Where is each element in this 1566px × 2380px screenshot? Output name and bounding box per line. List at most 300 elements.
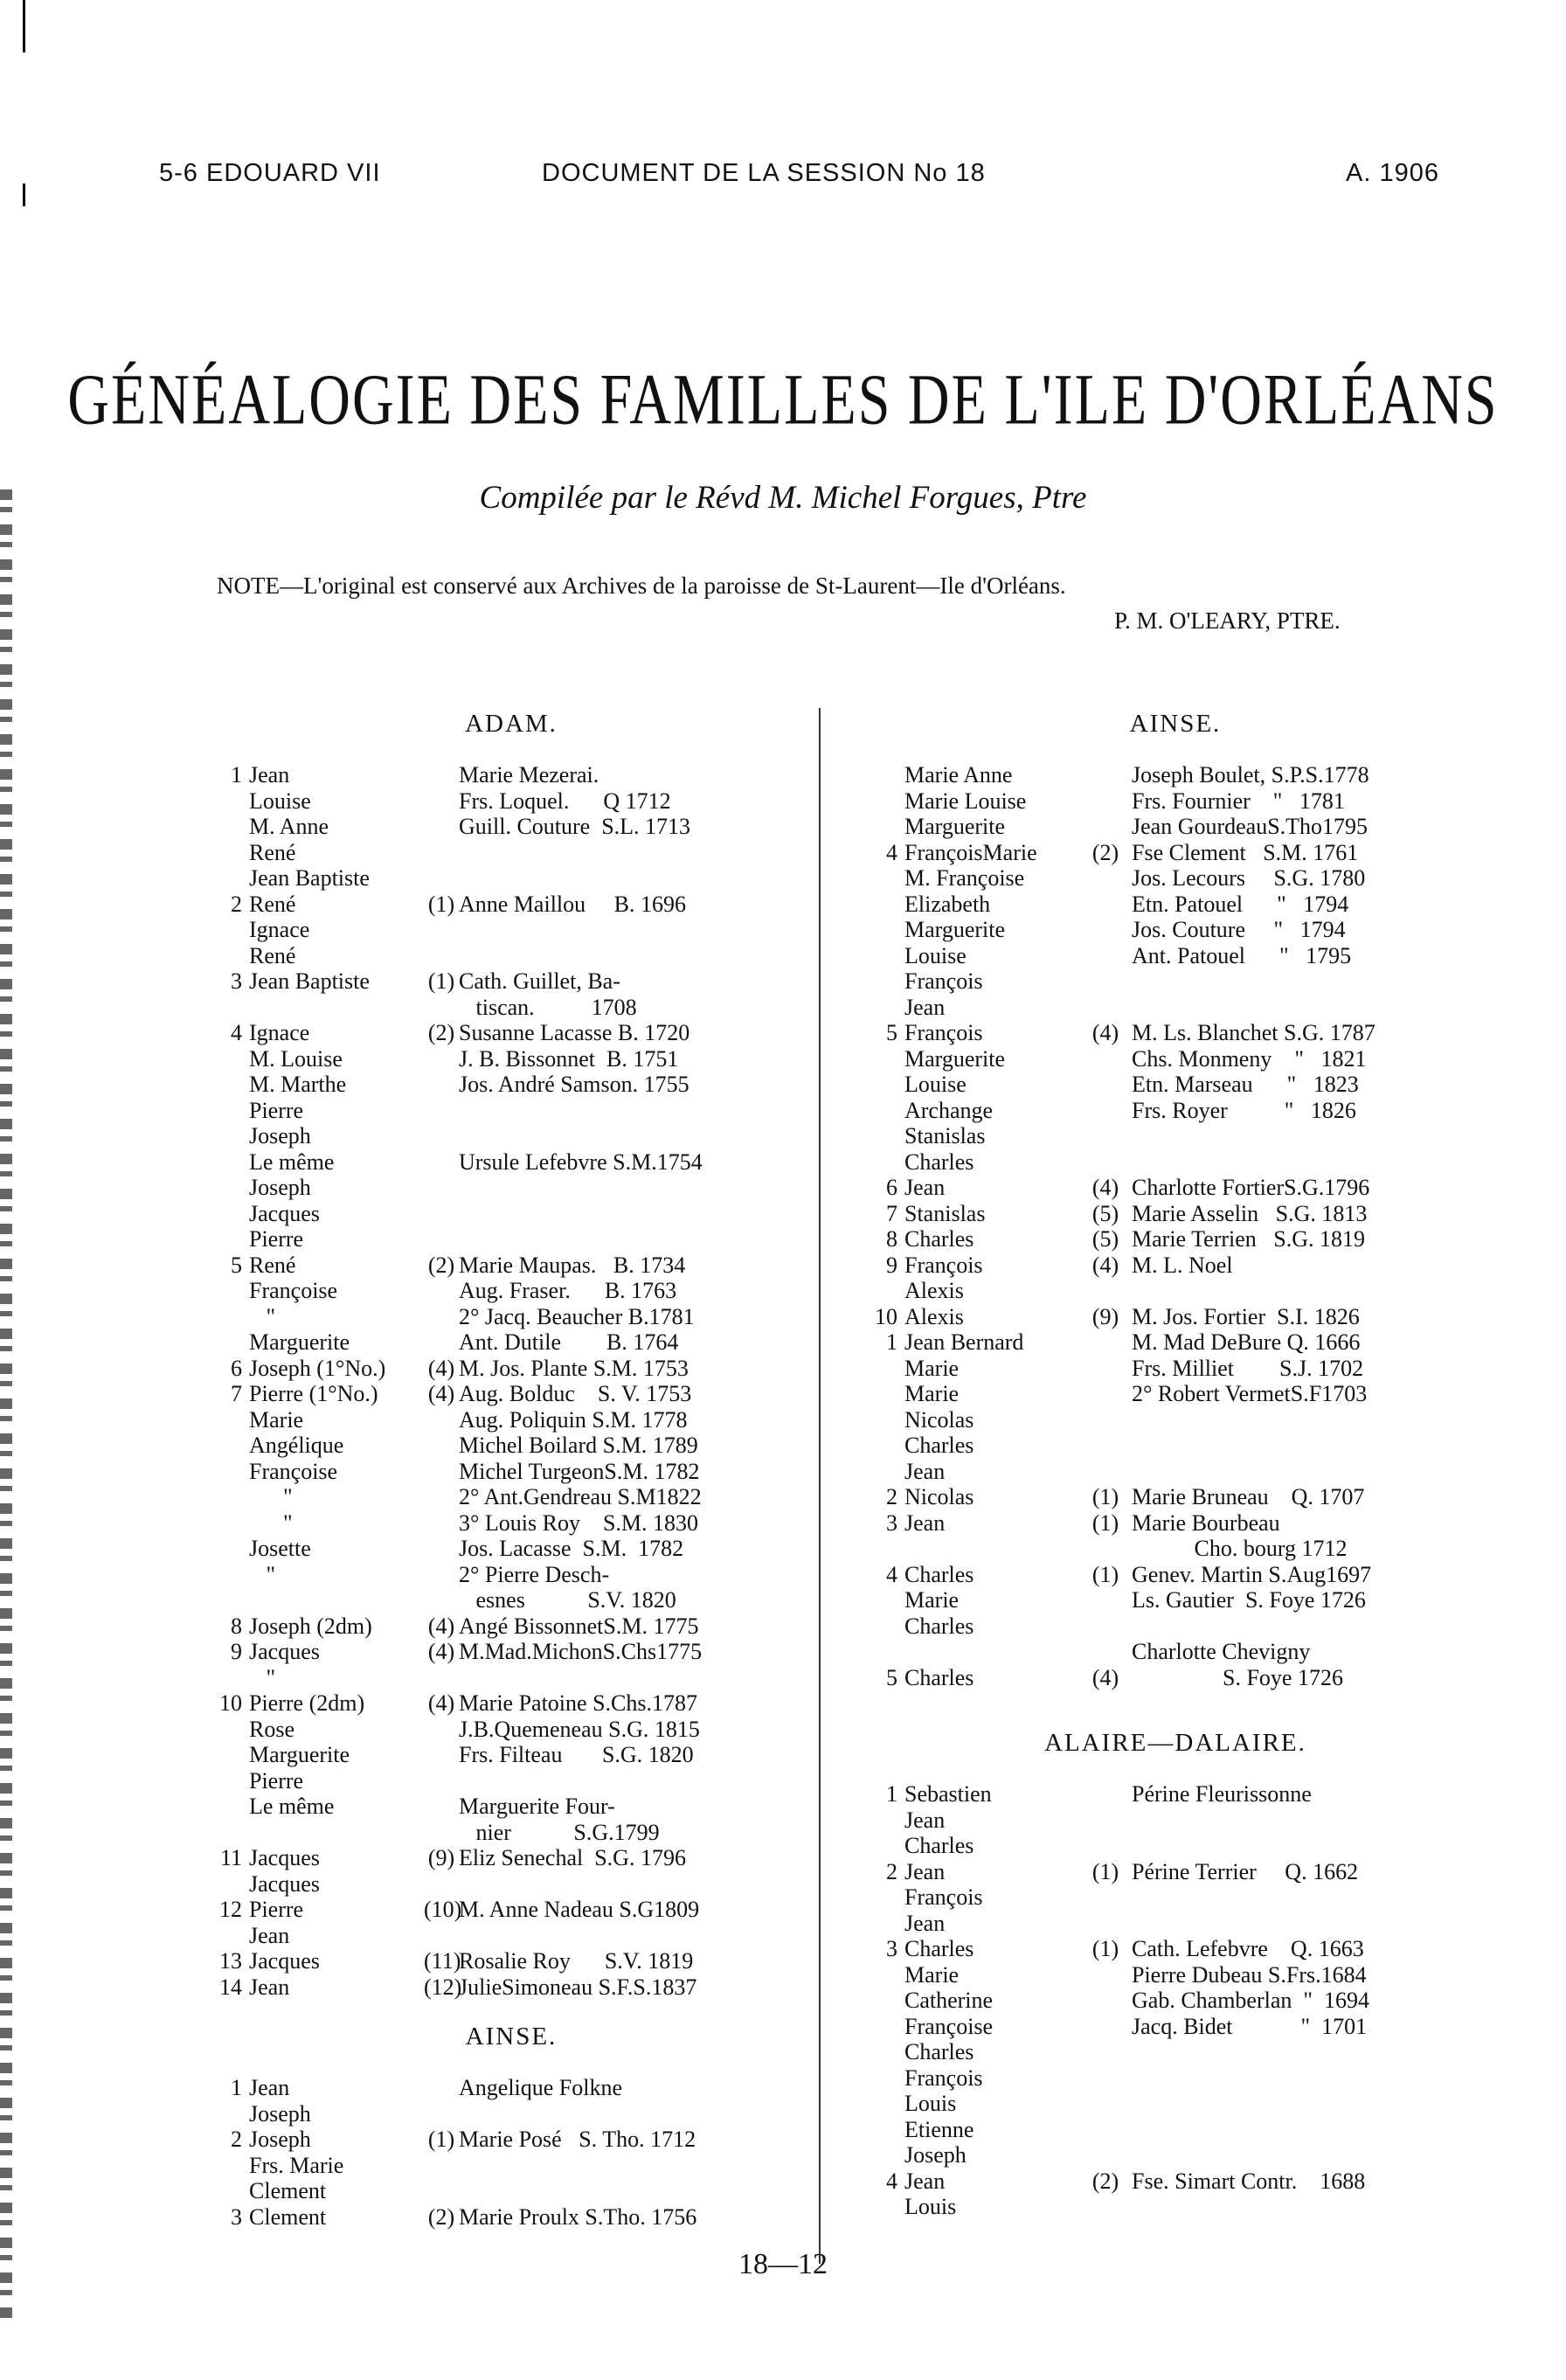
entry-ref — [424, 1123, 459, 1149]
header-center: DOCUMENT DE LA SESSION No 18 — [542, 159, 986, 187]
entry-ref — [1079, 995, 1132, 1021]
entry-spouse: Ls. Gautier S. Foye 1726 — [1132, 1587, 1366, 1613]
entry-name: Jean Bernard — [904, 1329, 1024, 1355]
entry-ref: (5) — [1091, 1226, 1119, 1252]
entry-number: 8 — [886, 1226, 897, 1252]
entry-spouse — [1132, 1808, 1481, 1834]
entry-row — [214, 1587, 808, 1613]
entry-number: 2 — [231, 891, 242, 917]
entry-ref — [1079, 968, 1132, 995]
entry-spouse: Rosalie Roy S.V. 1819 — [459, 1948, 694, 1974]
entry-spouse — [1132, 995, 1481, 1021]
entry-row — [214, 1665, 808, 1691]
entry-number: 5 — [886, 1664, 897, 1690]
entry-number — [870, 1613, 904, 1640]
entry-spouse — [1132, 968, 1481, 995]
entry-ref — [1079, 2142, 1132, 2168]
entry-spouse — [1132, 1833, 1481, 1859]
entry-number — [870, 943, 904, 969]
entry-name: Marie — [904, 1355, 960, 1381]
entry-number — [870, 2014, 904, 2040]
entry-spouse: Ant. Patouel " 1795 — [1132, 942, 1352, 968]
entry-spouse: M. Mad DeBure Q. 1666 — [1132, 1329, 1361, 1355]
entry-row — [214, 1717, 808, 1743]
entry-row — [870, 1587, 1481, 1613]
entry-spouse: Marie Maupas. B. 1734 — [459, 1252, 686, 1278]
entry-row — [214, 1562, 808, 1588]
entry-name: M. Louise — [249, 1045, 343, 1072]
entry-number: 2 — [231, 2127, 242, 2152]
entry-row — [870, 1988, 1481, 2014]
entry-ref — [424, 762, 459, 788]
entry-spouse — [459, 1871, 808, 1898]
entry-number: 10 — [875, 1303, 897, 1329]
entry-row — [214, 1433, 808, 1459]
entry-row — [214, 1123, 808, 1149]
entry-name: Sebastien — [904, 1781, 992, 1807]
entry-ref — [1079, 1988, 1132, 2014]
entry-spouse — [1132, 1407, 1481, 1433]
entry-number — [214, 995, 249, 1021]
entry-ref — [424, 1717, 459, 1743]
entry-ref — [424, 1510, 459, 1537]
page-title: GÉNÉALOGIE DES FAMILLES DE L'ILE D'ORLÉANS — [67, 359, 1499, 440]
entry-spouse: Marie Asselin S.G. 1813 — [1132, 1200, 1368, 1226]
entry-row — [870, 2194, 1481, 2220]
entry-spouse: Aug. Fraser. B. 1763 — [459, 1278, 677, 1303]
entry-row — [870, 1149, 1481, 1176]
entry-name: Pierre (1°No.) — [249, 1381, 378, 1406]
entry-number — [214, 2153, 249, 2179]
entry-number — [870, 1911, 904, 1937]
entry-number: 13 — [219, 1948, 242, 1974]
entry-number — [214, 1510, 249, 1537]
entry-name: " — [249, 1561, 276, 1587]
entry-spouse: Marie Patoine S.Chs.1787 — [459, 1690, 697, 1716]
entry-ref — [424, 1226, 459, 1252]
entry-name: Joseph — [249, 1175, 311, 1200]
right-column — [870, 706, 1481, 2220]
entry-ref — [1079, 1833, 1132, 1859]
entry-number — [870, 1356, 904, 1382]
entry-number: 8 — [231, 1613, 242, 1639]
section-title: ADAM. — [465, 710, 558, 738]
entry-number — [214, 943, 249, 969]
entry-spouse: M. L. Noel — [1132, 1252, 1233, 1278]
entry-number — [870, 1149, 904, 1176]
entry-ref: (5) — [1091, 1200, 1119, 1226]
entry-ref — [424, 2101, 459, 2127]
entry-spouse: Eliz Senechal S.G. 1796 — [459, 1845, 686, 1870]
entry-number: 7 — [231, 1381, 242, 1406]
entry-row — [214, 2075, 808, 2101]
entry-number — [214, 1201, 249, 1227]
entry-spouse: Marguerite Four- — [459, 1794, 615, 1819]
entry-name: Nicolas — [904, 1406, 974, 1433]
entry-name: Charles — [904, 1613, 974, 1639]
entry-name: Marie Anne — [904, 762, 1013, 788]
entry-number — [214, 1587, 249, 1613]
entry-number — [214, 1098, 249, 1124]
entry-ref — [424, 1665, 459, 1691]
entry-spouse: J. B. Bissonnet B. 1751 — [459, 1045, 679, 1072]
entry-row — [870, 1884, 1481, 1911]
entry-ref — [424, 943, 459, 969]
entry-row — [214, 1381, 808, 1407]
entry-spouse — [459, 2101, 808, 2127]
entry-ref — [1079, 1407, 1132, 1433]
entry-name: Jean — [904, 1807, 946, 1833]
entry-name: Jean — [249, 1974, 290, 2000]
entry-number: 9 — [231, 1639, 242, 1664]
entry-ref — [1079, 1639, 1132, 1665]
entry-ref — [424, 1484, 459, 1510]
entry-number — [214, 788, 249, 815]
entry-row — [214, 1923, 808, 1949]
entry-row — [214, 1226, 808, 1252]
entry-ref — [1079, 1884, 1132, 1911]
entry-name: Charles — [904, 2039, 974, 2064]
entry-number — [214, 1123, 249, 1149]
entry-spouse — [1132, 2194, 1481, 2220]
entry-name: Jean — [904, 1458, 946, 1484]
entry-name: Elizabeth — [904, 891, 991, 917]
entry-name: Pierre (2dm) — [249, 1690, 365, 1716]
entry-spouse: M. Jos. Plante S.M. 1753 — [459, 1355, 689, 1381]
entry-spouse — [1132, 1433, 1481, 1459]
entry-spouse — [1132, 1149, 1481, 1176]
entry-spouse: Frs. Fournier " 1781 — [1132, 788, 1345, 814]
entry-number: 1 — [886, 1781, 897, 1807]
entry-row — [214, 1175, 808, 1201]
entry-ref — [424, 1433, 459, 1459]
entry-ref: (12) — [424, 1974, 462, 2000]
entry-ref: (4) — [1091, 1020, 1119, 1045]
entry-ref: (1) — [1091, 1561, 1119, 1587]
entry-spouse: Marie Posé S. Tho. 1712 — [459, 2127, 696, 2152]
entry-name: Charles — [904, 1936, 974, 1961]
entry-row — [870, 865, 1481, 892]
entry-number — [214, 1072, 249, 1098]
entry-name: M. Marthe — [249, 1072, 347, 1097]
entry-ref — [424, 1820, 459, 1846]
entry-number — [870, 995, 904, 1021]
note: NOTE—L'original est conservé aux Archives de la paroisse de St-Laurent—Ile d'Orléans. — [217, 572, 1066, 599]
entry-spouse — [459, 2178, 808, 2204]
entry-spouse: Cath. Guillet, Ba- — [459, 968, 620, 994]
entry-number — [870, 1407, 904, 1433]
entry-number — [870, 788, 904, 815]
entry-ref — [1079, 892, 1132, 918]
entry-row — [870, 1962, 1481, 1988]
entry-number — [870, 1808, 904, 1834]
entry-name — [249, 1587, 424, 1613]
entry-row — [214, 1690, 808, 1717]
entry-number: 1 — [231, 2075, 242, 2100]
entry-ref: (4) — [427, 1613, 455, 1639]
entry-ref — [1079, 2117, 1132, 2143]
entry-ref — [1079, 1808, 1132, 1834]
entry-spouse — [459, 943, 808, 969]
entry-number — [214, 1175, 249, 1201]
entry-number — [214, 2101, 249, 2127]
entry-number — [214, 1407, 249, 1433]
entry-row — [870, 2142, 1481, 2168]
entry-ref: (1) — [1091, 1936, 1119, 1961]
entry-row — [870, 1072, 1481, 1098]
entry-spouse: Marie Proulx S.Tho. 1756 — [459, 2203, 697, 2230]
entry-ref: (2) — [1091, 2168, 1119, 2194]
entry-ref — [1079, 1911, 1132, 1937]
entry-name: Stanislas — [904, 1200, 986, 1226]
entry-number: 7 — [886, 1200, 897, 1226]
entry-spouse — [1132, 2091, 1481, 2117]
entry-row — [214, 1149, 808, 1176]
entry-row — [214, 1046, 808, 1072]
entry-spouse: M.Mad.MichonS.Chs1775 — [459, 1639, 703, 1664]
entry-number: 11 — [219, 1845, 242, 1870]
entry-spouse: Frs. Milliet S.J. 1702 — [1132, 1355, 1364, 1381]
entry-spouse: S. Foye 1726 — [1132, 1664, 1343, 1690]
entry-row — [870, 1123, 1481, 1149]
entry-number — [870, 865, 904, 892]
entry-spouse: Angelique Folkne — [459, 2075, 623, 2100]
header-right: A. 1906 — [1346, 159, 1439, 187]
entry-row — [214, 943, 808, 969]
entry-ref — [424, 1407, 459, 1433]
entry-spouse: nier S.G.1799 — [459, 1819, 660, 1845]
entry-name: Angélique — [249, 1433, 344, 1458]
entry-name: Jean — [904, 1175, 946, 1200]
entry-name: Ignace — [249, 1020, 310, 1045]
entry-name: M. Anne — [249, 814, 329, 839]
entry-name: Jean — [904, 1910, 946, 1936]
entry-spouse: Jos. Lacasse S.M. 1782 — [459, 1536, 684, 1561]
entry-ref — [424, 1304, 459, 1330]
entry-spouse: Marie Bruneau Q. 1707 — [1132, 1484, 1365, 1509]
entry-spouse: Cho. bourg 1712 — [1132, 1536, 1348, 1561]
entry-ref: (1) — [427, 968, 455, 994]
compiler-line: Compilée par le Révd M. Michel Forgues, Ptre — [479, 480, 1087, 516]
entry-name: Marguerite — [249, 1329, 350, 1355]
entry-ref — [424, 1794, 459, 1820]
entry-ref — [424, 917, 459, 943]
entry-number — [870, 1433, 904, 1459]
entry-spouse: Guill. Couture S.L. 1713 — [459, 814, 691, 839]
entry-name: Marie — [249, 1406, 304, 1433]
entry-row — [870, 1911, 1481, 1937]
entry-ref — [424, 1742, 459, 1768]
entry-name: Louise — [904, 942, 967, 968]
entry-name: Louise — [904, 1072, 967, 1097]
entry-row — [214, 865, 808, 892]
entry-spouse — [1132, 1459, 1481, 1485]
entry-ref: (1) — [1091, 1509, 1119, 1536]
entry-name: René — [249, 839, 296, 865]
section-title: AINSE. — [1129, 710, 1222, 738]
entry-row — [214, 2178, 808, 2204]
entry-number — [214, 1484, 249, 1510]
entry-name: Archange — [904, 1097, 994, 1123]
entry-spouse: 2° Robert VermetS.F1703 — [1132, 1381, 1368, 1406]
entry-name: Charles — [904, 1664, 974, 1690]
genealogy-list — [870, 762, 1481, 1690]
entry-row — [214, 788, 808, 815]
entry-ref — [424, 1562, 459, 1588]
entry-spouse: M. Anne Nadeau S.G1809 — [459, 1897, 700, 1922]
entry-ref — [424, 865, 459, 892]
entry-number — [214, 1768, 249, 1794]
entry-ref: (4) — [427, 1355, 455, 1381]
entry-name: Jacques — [249, 1870, 320, 1897]
entry-name — [249, 995, 424, 1021]
entry-row — [214, 2204, 808, 2231]
entry-ref: (10) — [424, 1897, 462, 1922]
entry-name — [249, 1820, 424, 1846]
entry-spouse: 2° Pierre Desch- — [459, 1561, 610, 1587]
entry-spouse: M. Jos. Fortier S.I. 1826 — [1132, 1303, 1360, 1329]
entry-number — [214, 1536, 249, 1562]
entry-ref: (9) — [427, 1845, 455, 1870]
entry-row — [214, 1304, 808, 1330]
entry-number — [214, 1046, 249, 1072]
entry-ref — [1079, 762, 1132, 788]
entry-name: Jacques — [249, 1845, 320, 1870]
entry-name: " — [249, 1484, 293, 1509]
entry-name: Louis — [904, 2091, 957, 2116]
entry-name: François — [904, 968, 983, 994]
entry-number — [214, 1717, 249, 1743]
entry-ref — [424, 1923, 459, 1949]
entry-ref — [1079, 1072, 1132, 1098]
entry-name: Marie — [904, 1381, 960, 1406]
entry-name: Jean — [249, 762, 290, 788]
entry-spouse: Michel Boilard S.M. 1789 — [459, 1433, 698, 1458]
entry-row — [870, 1433, 1481, 1459]
entry-name: Joseph (1°No.) — [249, 1355, 386, 1381]
entry-name: Charles — [904, 1226, 974, 1252]
entry-row — [214, 1278, 808, 1304]
entry-row — [214, 814, 808, 840]
entry-name: Joseph — [249, 1123, 311, 1148]
entry-name: Stanislas — [904, 1123, 986, 1148]
entry-name: M. Françoise — [904, 865, 1025, 891]
entry-number: 4 — [886, 2168, 897, 2194]
entry-ref — [1079, 2091, 1132, 2117]
entry-row — [870, 1356, 1481, 1382]
entry-name: Jean — [904, 994, 946, 1020]
page-number: 18—12 — [738, 2248, 828, 2280]
entry-number: 1 — [231, 762, 242, 788]
entry-name: Jean — [249, 2075, 290, 2100]
entry-name: Jean Baptiste — [249, 865, 370, 891]
entry-row — [214, 1329, 808, 1356]
entry-ref — [424, 1278, 459, 1304]
entry-spouse — [459, 1098, 808, 1124]
entry-number — [214, 2178, 249, 2204]
entry-name: Marie Louise — [904, 788, 1027, 814]
entry-ref: (4) — [427, 1690, 455, 1716]
entry-row — [214, 892, 808, 918]
entry-number: 2 — [886, 1484, 897, 1509]
page-header — [0, 159, 1566, 194]
entry-name: Louise — [249, 788, 311, 814]
entry-spouse — [459, 1768, 808, 1794]
entry-row — [214, 1407, 808, 1433]
entry-spouse: Marie Bourbeau — [1132, 1509, 1280, 1536]
entry-row — [870, 1304, 1481, 1330]
note-signature: P. M. O'LEARY, PTRE. — [1114, 607, 1341, 634]
entry-name: Marie — [904, 1587, 960, 1613]
entry-name: Pierre — [249, 1226, 304, 1252]
entry-spouse: J.B.Quemeneau S.G. 1815 — [459, 1716, 700, 1742]
entry-spouse: Michel TurgeonS.M. 1782 — [459, 1458, 700, 1484]
entry-ref — [1079, 1536, 1132, 1562]
entry-row — [214, 762, 808, 788]
entry-number: 9 — [886, 1252, 897, 1278]
entry-row — [214, 2127, 808, 2153]
entry-name: René — [249, 891, 296, 917]
entry-spouse: Joseph Boulet, S.P.S.1778 — [1132, 762, 1369, 788]
entry-spouse — [459, 840, 808, 866]
entry-ref: (11) — [424, 1948, 461, 1974]
entry-number — [870, 1988, 904, 2014]
entry-ref — [1079, 943, 1132, 969]
entry-name: Jacques — [249, 1639, 320, 1664]
entry-number — [870, 917, 904, 943]
entry-name: Jacques — [249, 1200, 320, 1226]
column-divider — [819, 708, 821, 2264]
entry-ref — [1079, 1046, 1132, 1072]
entry-number — [214, 1459, 249, 1485]
entry-number — [870, 1381, 904, 1407]
entry-spouse: Jean GourdeauS.Tho1795 — [1132, 814, 1369, 839]
entry-row — [870, 814, 1481, 840]
entry-name: René — [249, 942, 296, 968]
entry-row — [214, 1742, 808, 1768]
entry-spouse: Périne Fleurissonne — [1132, 1781, 1312, 1807]
entry-ref — [424, 840, 459, 866]
entry-name: Alexis — [904, 1278, 964, 1303]
entry-ref: (4) — [1091, 1664, 1119, 1690]
entry-number — [870, 2142, 904, 2168]
scan-mark — [23, 0, 25, 52]
entry-row — [214, 1201, 808, 1227]
entry-number — [214, 1820, 249, 1846]
entry-ref — [1079, 814, 1132, 840]
entry-spouse — [1132, 1613, 1481, 1640]
entry-row — [870, 917, 1481, 943]
entry-name: Catherine — [904, 1988, 994, 2013]
entry-row — [214, 1820, 808, 1846]
entry-spouse — [1132, 1911, 1481, 1937]
left-column — [214, 706, 808, 2230]
entry-number — [214, 1149, 249, 1176]
entry-name: Louis — [904, 2194, 957, 2219]
entry-name: Etienne — [904, 2116, 974, 2142]
entry-row — [870, 1278, 1481, 1304]
entry-number — [870, 1278, 904, 1304]
entry-spouse: JulieSimoneau S.F.S.1837 — [459, 1974, 697, 2000]
entry-spouse: Jos. André Samson. 1755 — [459, 1072, 689, 1097]
entry-name: Marguerite — [904, 1045, 1006, 1072]
entry-name: Pierre — [249, 1097, 304, 1123]
entry-row — [214, 1459, 808, 1485]
entry-number — [214, 1329, 249, 1356]
entry-spouse: Aug. Poliquin S.M. 1778 — [459, 1406, 688, 1433]
entry-number: 3 — [231, 2203, 242, 2230]
entry-name: FrançoisMarie — [904, 839, 1037, 865]
